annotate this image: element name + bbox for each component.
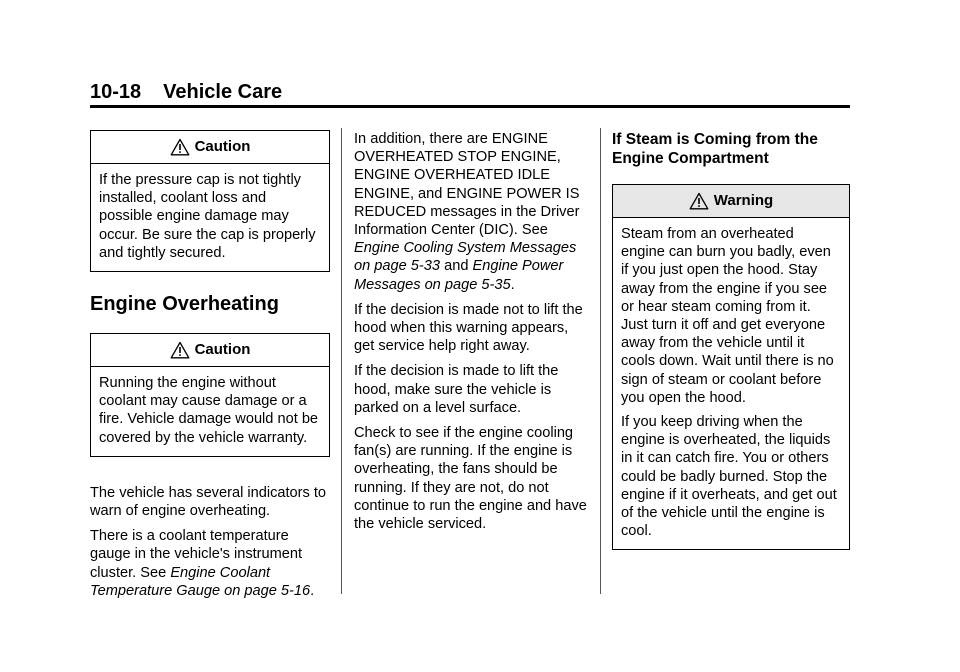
paragraph-lift-hood: If the decision is made to lift the hood, make sure the vehicle is parked on a level surface. <box>354 363 559 416</box>
warning-body <box>613 218 849 549</box>
page-number: 10-18 <box>90 81 142 103</box>
warning-text-2: If you keep driving when the engine is overheated, the liquids in it can catch fire. You or others could be badly burned. Stop the engine if it overheats, and get out of the vehicle until the engine is cool. <box>621 414 837 540</box>
paragraph-end: . <box>310 582 315 599</box>
cross-reference-link[interactable]: Engine Coolant Temperature Gauge on page 5-16 <box>90 564 311 599</box>
header-text <box>90 80 850 104</box>
caution-body <box>91 164 329 271</box>
paragraph-dic-messages <box>354 130 588 294</box>
warning-triangle-icon <box>170 138 190 156</box>
header-rule <box>90 105 850 108</box>
cross-reference-link[interactable]: Engine Power Messages on page 5-35 <box>354 258 564 293</box>
column-3 <box>612 130 850 550</box>
paragraph-service-help: If the decision is made not to lift the hood when this warning appears, get service help right away. <box>354 301 583 355</box>
warning-box-steam <box>612 184 850 550</box>
caution-box-pressure-cap <box>90 130 330 272</box>
warning-triangle-icon <box>689 192 709 210</box>
caution-text: If the pressure cap is not tightly installed, coolant loss and possible engine damage may occur. Be sure the cap is properly and tightly secured. <box>99 172 316 261</box>
caution-title: Caution <box>194 340 251 358</box>
warning-triangle-icon <box>170 341 190 359</box>
caution-title: Caution <box>194 137 251 155</box>
warning-title: Warning <box>713 191 774 209</box>
caution-header <box>91 131 329 164</box>
paragraph-text: In addition, there are ENGINE OVERHEATED STOP ENGINE, ENGINE OVERHEATED IDLE ENGINE, and ENGINE POWER IS REDUCED messages in the Driver Information Center (DIC). See <box>354 131 580 239</box>
subsection-title-steam: If Steam is Coming from the Engine Compartment <box>612 131 818 167</box>
column-divider-2 <box>600 128 601 594</box>
cross-reference-link[interactable]: Engine Cooling System Messages on page 5-33 <box>354 240 577 275</box>
paragraph-end: . <box>510 276 515 293</box>
paragraph-text: There is a coolant temperature gauge in the vehicle's instrument cluster. See <box>90 528 303 581</box>
chapter-title: Vehicle Care <box>163 81 283 103</box>
paragraph-indicators: The vehicle has several indicators to warn of engine overheating. <box>90 484 327 520</box>
warning-text-1: Steam from an overheated engine can burn you badly, even if you just open the hood. Stay away from the engine if you see or hear steam coming from it. Just turn it off and get everyone away from the vehicle until it cools down. Wait until there is no sign of steam or coolant before you open the hood. <box>621 226 834 406</box>
paragraph-text: and <box>440 258 473 275</box>
column-1 <box>90 130 330 607</box>
warning-header <box>613 185 849 218</box>
caution-body <box>91 367 329 456</box>
column-divider-1 <box>341 128 342 594</box>
caution-box-coolant <box>90 333 330 457</box>
caution-header <box>91 334 329 367</box>
paragraph-cooling-fans: Check to see if the engine cooling fan(s) are running. If the engine is overheating, the fans should be running. If they are not, do not continue to run the engine and have the vehicle serviced. <box>354 425 587 533</box>
section-title-engine-overheating: Engine Overheating <box>90 293 279 316</box>
paragraph-temperature-gauge <box>90 527 330 600</box>
column-2 <box>354 130 588 540</box>
page-header <box>90 80 850 104</box>
caution-text: Running the engine without coolant may cause damage or a fire. Vehicle damage would not be covered by the vehicle warranty. <box>99 375 319 446</box>
